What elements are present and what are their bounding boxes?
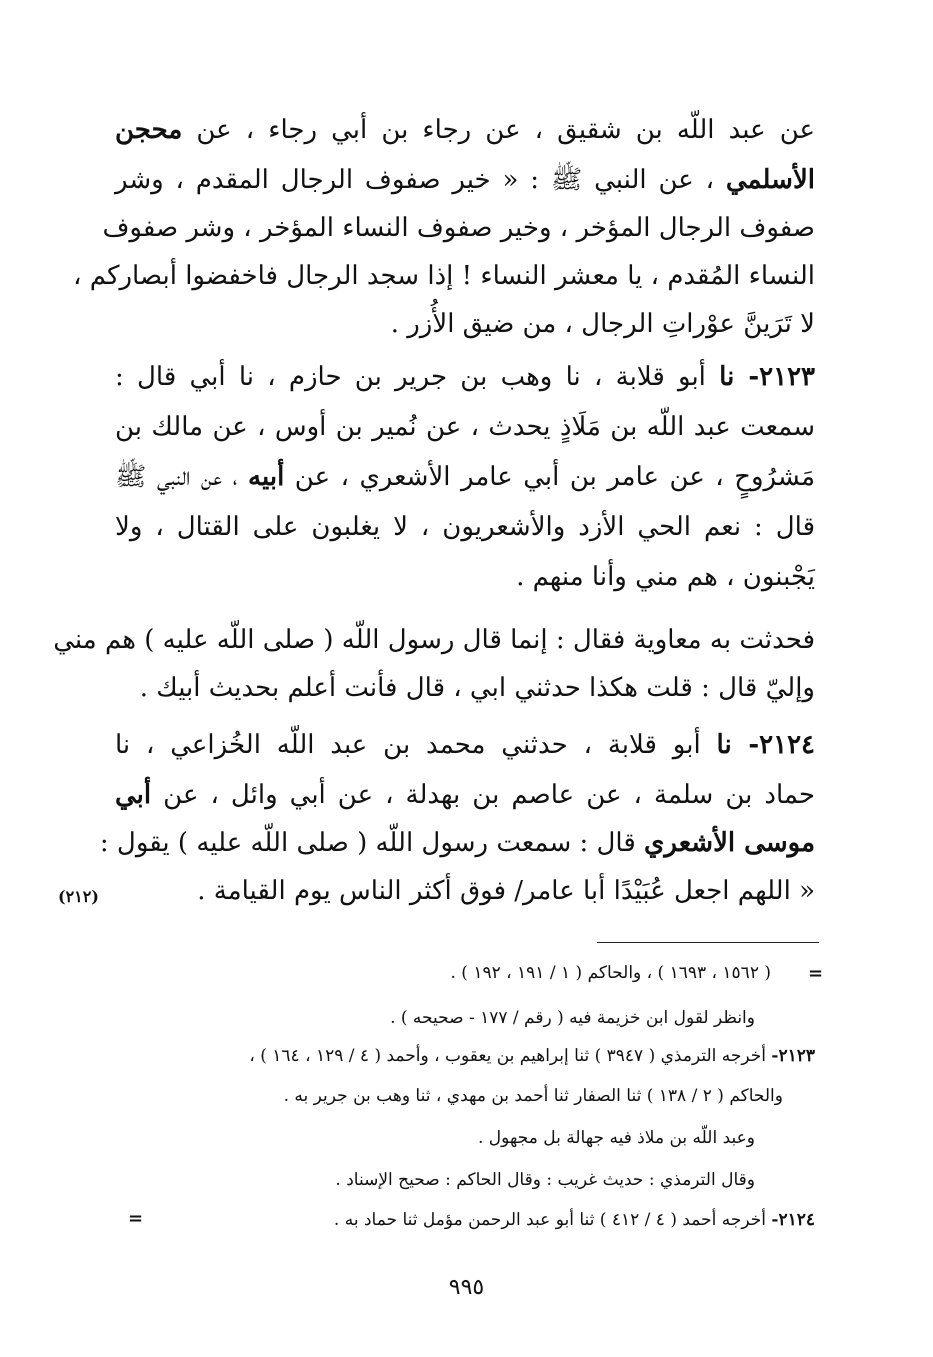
text-line <box>115 304 815 344</box>
footnote-line <box>390 1005 755 1031</box>
bold-text: أبي <box>115 780 152 810</box>
footnote-line <box>249 1043 815 1069</box>
text-line <box>115 725 815 765</box>
footnote-line <box>284 1083 783 1109</box>
text-line <box>115 871 815 911</box>
text-run: حماد بن سلمة ، عن عاصم بن بهدلة ، عن أبي وائل ، عن <box>151 780 816 810</box>
bold-text: ٢١٢٣- نا <box>719 362 815 392</box>
footnote-text: وقال الترمذي : حديث غريب : وقال الحاكم : صحيح الإسناد . <box>335 1170 755 1190</box>
footnote-line <box>478 1125 755 1151</box>
text-line <box>115 407 815 447</box>
text-run: يَجْبنون ، هم مني وأنا منهم . <box>516 562 815 592</box>
footnote-line <box>335 1167 755 1193</box>
text-run: « اللهم اجعل عُبَيْدًا أبا عامر/ فوق أكثر الناس يوم القيامة . <box>197 876 815 906</box>
footnote-number: ٢١٢٣- <box>771 1046 815 1066</box>
text-line <box>115 357 815 397</box>
footnote-text: أخرجه أحمد ( ٤ / ٤١٢ ) ثنا أبو عبد الرحمن مؤمل ثنا حماد به . <box>333 1210 772 1230</box>
bold-text: أبيه <box>248 462 285 492</box>
text-run: قال : سمعت رسول اللّه ( صلى اللّه عليه ) يقول : <box>99 828 645 858</box>
footnote-separator <box>597 942 819 943</box>
text-line <box>115 457 815 497</box>
footnote-continues-mark: = <box>128 1208 144 1229</box>
text-line <box>115 507 815 547</box>
bold-text: محجن <box>115 115 183 145</box>
footnote-text: أخرجه الترمذي ( ٣٩٤٧ ) ثنا إبراهيم بن يعقوب ، وأحمد ( ٤ / ١٢٩ ، ١٦٤ ) ، <box>249 1046 772 1066</box>
footnote-text: ( ١٥٦٢ ، ١٦٩٣ ) ، والحاكم ( ١ / ١٩١ ، ١٩٢ ) . <box>450 963 771 983</box>
text-line <box>102 208 815 248</box>
footnote-text: والحاكم ( ٢ / ١٣٨ ) ثنا الصفار ثنا أحمد بن مهدي ، ثنا وهب بن جرير به . <box>283 1086 783 1106</box>
text-run: قال : نعم الحي الأزد والأشعريون ، لا يغلبون على القتال ، ولا <box>115 512 815 542</box>
text-line <box>115 557 815 597</box>
text-run: لا تَرَينَّ عوْراتِ الرجال ، من ضيق الأُزر . <box>390 309 815 339</box>
text-line <box>99 823 815 863</box>
text-line <box>115 110 815 150</box>
footnote-text: وانظر لقول ابن خزيمة فيه ( رقم / ١٧٧ - صحيحه ) . <box>390 1008 755 1028</box>
footnote-line <box>451 960 772 986</box>
text-run: صفوف الرجال المؤخر ، وخير صفوف النساء المؤخر ، وشر صفوف <box>102 213 815 243</box>
text-run: مَشرُوحٍ ، عن عامر بن أبي عامر الأشعري ، عن <box>284 462 815 492</box>
footnote-text: وعبد اللّه بن ملاذ فيه جهالة بل مجهول . <box>477 1128 755 1148</box>
text-run: عن عبد اللّه بن شقيق ، عن رجاء بن أبي رجاء ، عن <box>182 115 815 145</box>
text-run: النساء المُقدم ، يا معشر النساء ! إذا سجد الرجال فاخفضوا أبصاركم ، <box>73 261 815 291</box>
page-number: ٩٩٥ <box>448 1275 485 1300</box>
text-run: فحدثت به معاوية فقال : إنما قال رسول اللّه ( صلى اللّه عليه ) هم مني <box>53 625 815 655</box>
margin-reference: (٢١٢) <box>58 887 99 906</box>
bold-text: ٢١٢٤- نا <box>716 730 815 760</box>
text-run: سمعت عبد اللّه بن مَلَاذٍ يحدث ، عن نُمير بن أوس ، عن مالك بن <box>115 412 815 442</box>
text-line <box>115 775 815 815</box>
footnote-line <box>334 1207 815 1233</box>
bold-text: موسى الأشعري <box>644 828 815 858</box>
text-line <box>73 256 815 296</box>
bold-text: الأسلمي <box>725 165 815 195</box>
text-run: ، عن النبي ﷺ : « خير صفوف الرجال المقدم ، وشر <box>115 165 726 195</box>
text-run: أبو قلابة ، نا وهب بن جرير بن حازم ، نا أبي قال : <box>115 362 720 392</box>
text-run: وإليّ قال : قلت هكذا حدثني ابي ، قال فأنت أعلم بحديث أبيك . <box>139 673 815 703</box>
footnote-number: ٢١٢٤- <box>771 1210 815 1230</box>
text-run: ، عن النبي ﷺ <box>115 462 249 492</box>
text-line <box>53 620 815 660</box>
text-line <box>115 160 815 200</box>
text-run: أبو قلابة ، حدثني محمد بن عبد اللّه الخُزاعي ، نا <box>115 730 717 760</box>
text-line <box>115 668 815 708</box>
footnote-continuation-mark: = <box>808 963 824 984</box>
